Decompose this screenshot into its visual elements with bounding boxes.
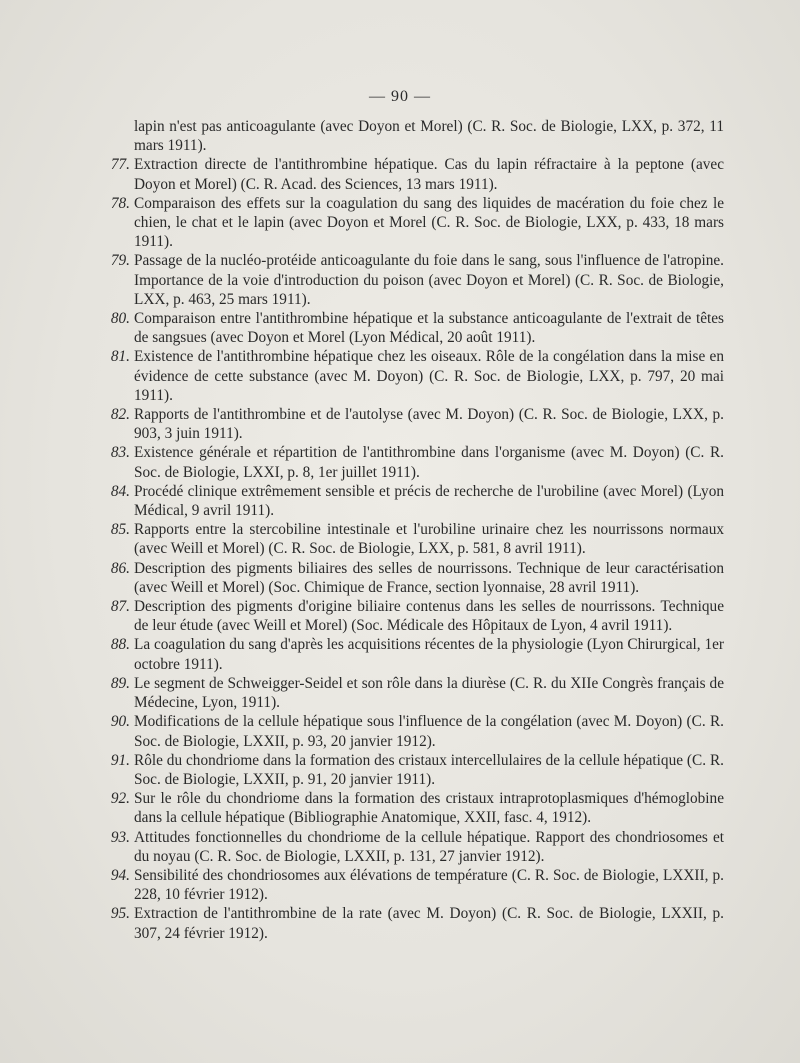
entry-number: 85. — [110, 521, 130, 539]
entry-text: Le segment de Schweigger-Seidel et son rôle dans la diurèse (C. R. du XIIe Congrès français de Médecine, Lyon, 1911). — [134, 674, 724, 712]
entry-text: Rôle du chondriome dans la formation des cristaux intercellulaires de la cellule hépatique (C. R. Soc. de Biologie, LXXII, p. 91, 20 janvier 1911). — [134, 751, 724, 788]
list-item — [96, 117, 724, 155]
list-item — [96, 712, 724, 750]
entry-text: Existence de l'antithrombine hépatique chez les oiseaux. Rôle de la congélation dans la mise en évidence de cette substance (avec M. Doyon) (C. R. Soc. de Biologie, LXX, p. 797, 20 mai 1911). — [134, 348, 724, 404]
entry-text: Sur le rôle du chondriome dans la formation des cristaux intraprotoplasmiques d'hémoglobine dans la cellule hépatique (Bibliographie Anatomique, XXII, fasc. 4, 1912). — [134, 790, 724, 827]
page-number: — 90 — — [369, 88, 431, 105]
list-item — [96, 904, 724, 942]
entry-number: 90. — [110, 713, 130, 731]
entry-number: 79. — [110, 252, 130, 270]
entry-number: 80. — [110, 310, 130, 328]
entry-number: 95. — [110, 905, 130, 923]
list-item — [96, 520, 724, 558]
list-item — [96, 194, 724, 252]
list-item — [96, 482, 724, 520]
list-item — [96, 866, 724, 904]
entry-text: Procédé clinique extrêmement sensible et précis de recherche de l'urobiline (avec Morel) (Lyon Médical, 9 avril 1911). — [134, 482, 724, 520]
entry-text: Existence générale et répartition de l'antithrombine dans l'organisme (avec M. Doyon) (C. R. Soc. de Biologie, LXXI, p. 8, 1er juillet 1911). — [134, 444, 724, 481]
entry-text: Sensibilité des chondriosomes aux élévations de température (C. R. Soc. de Biologie, LXXII, p. 228, 10 février 1912). — [134, 866, 724, 904]
entry-number: 92. — [110, 790, 130, 808]
list-item — [96, 405, 724, 443]
entry-text: Modifications de la cellule hépatique sous l'influence de la congélation (avec M. Doyon) (C. R. Soc. de Biologie, LXXII, p. 93, 20 janvier 1912). — [134, 713, 724, 750]
list-item — [96, 751, 724, 789]
entry-number: 82. — [110, 406, 130, 424]
list-item — [96, 828, 724, 866]
entry-number: 88. — [110, 636, 130, 654]
entry-number: 78. — [110, 194, 130, 212]
entry-text: Comparaison entre l'antithrombine hépatique et la substance anticoagulante de l'extrait de têtes de sangsues (avec Doyon et Morel (Lyon Médical, 20 août 1911). — [134, 310, 724, 347]
list-item — [96, 635, 724, 673]
entry-text: La coagulation du sang d'après les acquisitions récentes de la physiologie (Lyon Chirurgical, 1er octobre 1911). — [134, 636, 724, 673]
list-item — [96, 251, 724, 309]
entry-text: lapin n'est pas anticoagulante (avec Doyon et Morel) (C. R. Soc. de Biologie, LXX, p. 372, 11 mars 1911). — [134, 118, 724, 155]
entry-number: 77. — [110, 156, 130, 174]
entry-number: 84. — [110, 482, 130, 500]
entry-text: Passage de la nucléo-protéide anticoagulante du foie dans le sang, sous l'influence de l'atropine. Importance de la voie d'introduction du poison (avec Doyon et Morel) (C. R. Soc. de Biologie, LXX, p. 463, 25 mars 1911). — [134, 252, 724, 308]
list-item — [96, 559, 724, 597]
list-item — [96, 347, 724, 405]
entry-number: 87. — [110, 598, 130, 616]
list-item — [96, 155, 724, 193]
entry-text: Rapports entre la stercobiline intestinale et l'urobiline urinaire chez les nourrissons normaux (avec Weill et Morel) (C. R. Soc. de Biologie, LXX, p. 581, 8 avril 1911). — [134, 521, 724, 558]
entry-number: 93. — [110, 828, 130, 846]
entry-text: Description des pigments d'origine biliaire contenus dans les selles de nourrissons. Technique de leur étude (avec Weill et Morel) (Soc. Médicale des Hôpitaux de Lyon, 4 avril 1911). — [134, 598, 724, 635]
list-item — [96, 443, 724, 481]
entry-number: 86. — [110, 559, 130, 577]
entry-number: 83. — [110, 444, 130, 462]
entry-text: Extraction directe de l'antithrombine hépatique. Cas du lapin réfractaire à la peptone (avec Doyon et Morel) (C. R. Acad. des Sciences, 13 mars 1911). — [134, 156, 724, 193]
list-item — [96, 789, 724, 827]
list-item — [96, 309, 724, 347]
entry-text: Rapports de l'antithrombine et de l'autolyse (avec M. Doyon) (C. R. Soc. de Biologie, LXX, p. 903, 3 juin 1911). — [134, 406, 724, 443]
entry-number: 89. — [110, 674, 130, 692]
entry-text: Attitudes fonctionnelles du chondriome de la cellule hépatique. Rapport des chondriosomes et du noyau (C. R. Soc. de Biologie, LXXII, p. 131, 27 janvier 1912). — [134, 828, 724, 865]
list-item — [96, 597, 724, 635]
entry-number: 91. — [110, 751, 130, 769]
entry-text: Comparaison des effets sur la coagulation du sang des liquides de macération du foie chez le chien, le chat et le lapin (avec Doyon et Morel (C. R. Soc. de Biologie, LXX, p. 433, 18 mars 1911). — [134, 194, 724, 251]
entry-number: 94. — [110, 866, 130, 884]
entry-number: 81. — [110, 348, 130, 366]
entry-text: Description des pigments biliaires des selles de nourrissons. Technique de leur caractérisation (avec Weill et Morel) (Soc. Chimique de France, section lyonnaise, 28 avril 1911). — [134, 559, 724, 596]
entry-text: Extraction de l'antithrombine de la rate (avec M. Doyon) (C. R. Soc. de Biologie, LXXII, p. 307, 24 février 1912). — [134, 905, 724, 942]
bibliography-list — [96, 117, 724, 943]
list-item — [96, 674, 724, 712]
